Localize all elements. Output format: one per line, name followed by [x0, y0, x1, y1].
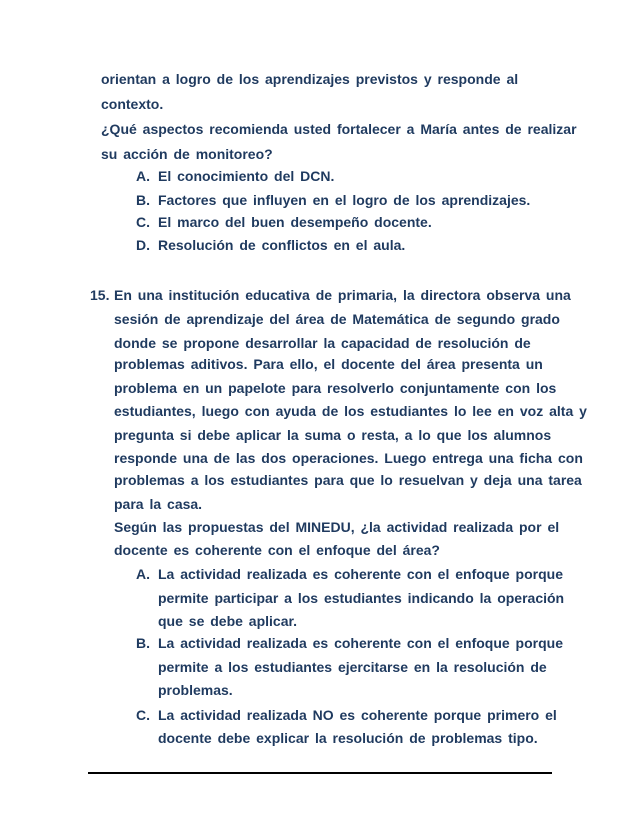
- option-b-line: permite a los estudiantes ejercitarse en la resolución de: [158, 659, 547, 675]
- option-b-line: problemas.: [158, 682, 233, 698]
- question-prompt-line: docente es coherente con el enfoque del área?: [114, 542, 440, 558]
- option-c-label: C.: [136, 707, 150, 723]
- question-stem-line: pregunta si debe aplicar la suma o resta, a lo que los alumnos: [114, 427, 552, 443]
- intro-option-b-label: B.: [136, 192, 150, 208]
- option-c-line: La actividad realizada NO es coherente porque primero el: [158, 707, 557, 723]
- intro-stem-line: contexto.: [101, 96, 164, 112]
- option-a-line: permite participar a los estudiantes indicando la operación: [158, 590, 565, 606]
- question-stem-line: problemas aditivos. Para ello, el docente del área presenta un: [114, 356, 543, 372]
- question-stem-line: para la casa.: [114, 496, 203, 512]
- intro-option-a-label: A.: [136, 168, 150, 184]
- option-b-line: La actividad realizada es coherente con el enfoque porque: [158, 635, 563, 651]
- intro-option-c-label: C.: [136, 214, 150, 230]
- question-stem-line: donde se propone desarrollar la capacidad de resolución de: [114, 335, 531, 351]
- intro-option-d-label: D.: [136, 237, 150, 253]
- option-a-line: que se debe aplicar.: [158, 613, 298, 629]
- intro-stem-line: orientan a logro de los aprendizajes previstos y responde al: [101, 71, 519, 87]
- question-stem-line: En una institución educativa de primaria, la directora observa una: [114, 287, 571, 303]
- question-stem-line: sesión de aprendizaje del área de Matemática de segundo grado: [114, 311, 560, 327]
- intro-option-b-text: Factores que influyen en el logro de los aprendizajes.: [158, 192, 531, 208]
- question-prompt-line: Según las propuestas del MINEDU, ¿la actividad realizada por el: [114, 519, 560, 535]
- question-number: 15.: [90, 287, 110, 303]
- footer-rule: [88, 772, 552, 774]
- intro-question-line: su acción de monitoreo?: [101, 146, 273, 162]
- option-a-line: La actividad realizada es coherente con el enfoque porque: [158, 566, 563, 582]
- option-b-label: B.: [136, 635, 150, 651]
- question-stem-line: problemas a los estudiantes para que lo resuelvan y deja una tarea: [114, 472, 582, 488]
- option-c-line: docente debe explicar la resolución de problemas tipo.: [158, 730, 538, 746]
- option-a-label: A.: [136, 566, 150, 582]
- question-stem-line: estudiantes, luego con ayuda de los estudiantes lo lee en voz alta y: [114, 403, 587, 419]
- question-stem-line: problema en un papelote para resolverlo conjuntamente con los: [114, 380, 557, 396]
- intro-question-line: ¿Qué aspectos recomienda usted fortalecer a María antes de realizar: [101, 121, 577, 137]
- intro-option-c-text: El marco del buen desempeño docente.: [158, 214, 432, 230]
- intro-option-a-text: El conocimiento del DCN.: [158, 168, 335, 184]
- intro-option-d-text: Resolución de conflictos en el aula.: [158, 237, 406, 253]
- question-stem-line: responde una de las dos operaciones. Luego entrega una ficha con: [114, 450, 583, 466]
